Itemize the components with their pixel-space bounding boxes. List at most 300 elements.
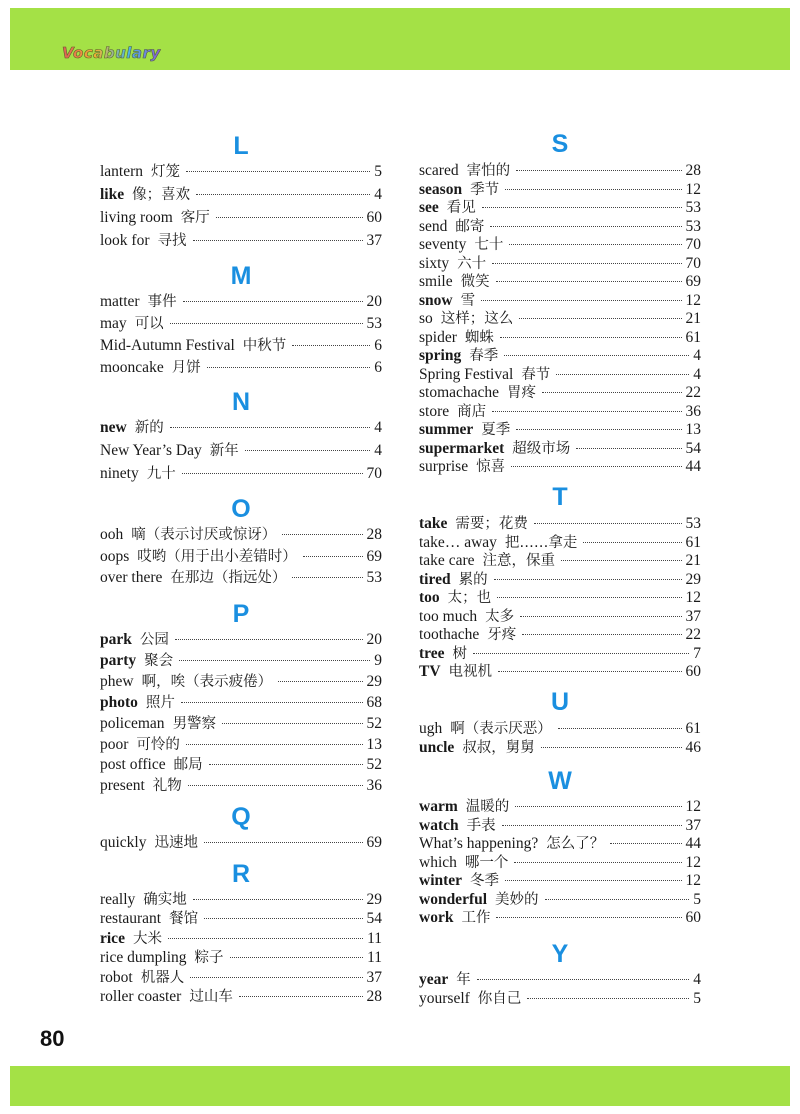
entry-meaning: 怎么了？ <box>546 836 605 852</box>
entry-word: really <box>100 891 136 908</box>
glossary-entry <box>100 547 382 566</box>
entry-meaning: 累的 <box>458 571 488 588</box>
glossary-entry <box>100 336 382 355</box>
glossary-entry <box>100 714 382 733</box>
entry-page-number: 4 <box>374 419 382 436</box>
entry-word: wonderful <box>419 890 488 908</box>
entry-word: New Year’s Day <box>100 442 202 459</box>
glossary-entry <box>100 755 382 774</box>
entry-meaning: 夏季 <box>481 422 511 438</box>
entry-word: watch <box>419 816 459 834</box>
entry-word: rice dumpling <box>100 949 187 967</box>
entry-word: too <box>419 589 440 606</box>
entry-word: take care <box>419 552 475 569</box>
entry-page-number: 70 <box>366 465 382 482</box>
entry-word: send <box>419 217 448 235</box>
glossary-entry <box>419 551 701 570</box>
dotted-leader <box>494 579 682 580</box>
entry-meaning: 雪 <box>460 292 476 309</box>
dotted-leader <box>556 374 689 375</box>
entry-word: park <box>100 631 132 648</box>
entry-page-number: 69 <box>685 273 701 290</box>
entry-page-number: 61 <box>685 720 701 737</box>
entry-page-number: 4 <box>374 442 382 459</box>
entry-meaning: 男警察 <box>172 715 217 732</box>
entry-page-number: 60 <box>366 209 382 226</box>
entry-page-number: 60 <box>685 663 701 680</box>
entry-meaning: 看见 <box>446 200 476 216</box>
vocabulary-logo: Vocabulary <box>62 44 161 62</box>
entry-meaning: 中秋节 <box>242 338 287 354</box>
glossary-entry <box>419 457 701 476</box>
glossary-entry <box>100 568 382 587</box>
section-letter-o: O <box>231 495 251 523</box>
glossary-entry <box>100 890 382 909</box>
entry-word: season <box>419 180 463 198</box>
entry-meaning: 工作 <box>461 910 491 926</box>
glossary-entry <box>419 235 701 254</box>
dotted-leader <box>505 189 681 190</box>
entry-page-number: 29 <box>366 891 382 908</box>
entry-word: spider <box>419 328 457 346</box>
entry-word: present <box>100 777 145 795</box>
dotted-leader <box>190 977 362 978</box>
entry-meaning: 注意，保重 <box>482 553 555 569</box>
dotted-leader <box>282 534 362 535</box>
glossary-entry <box>419 328 701 347</box>
dotted-leader <box>522 634 681 635</box>
entry-word: party <box>100 651 137 669</box>
glossary-entry <box>419 570 701 589</box>
entry-word: sixty <box>419 254 450 272</box>
glossary-entry <box>100 630 382 649</box>
entry-meaning: 像；喜欢 <box>132 187 191 203</box>
section-letter-u: U <box>550 688 570 716</box>
glossary-entry <box>419 420 701 439</box>
entry-word: post office <box>100 756 166 774</box>
dotted-leader <box>504 355 689 356</box>
entry-meaning: 太；也 <box>447 590 492 606</box>
entry-page-number: 6 <box>374 337 382 354</box>
dotted-leader <box>545 899 690 900</box>
entry-word: uncle <box>419 738 455 756</box>
glossary-entry <box>419 346 701 365</box>
glossary-entry <box>100 231 382 250</box>
dotted-leader <box>576 448 681 449</box>
dotted-leader <box>502 825 682 826</box>
entry-word: year <box>419 971 449 988</box>
dotted-leader <box>292 345 370 346</box>
entry-meaning: 哎哟（用于出小差错时） <box>137 548 297 565</box>
entry-page-number: 70 <box>685 254 701 272</box>
entry-page-number: 12 <box>685 180 701 198</box>
glossary-entry <box>100 314 382 333</box>
glossary-entry <box>419 719 701 738</box>
glossary-entry <box>419 217 701 236</box>
glossary-entry <box>419 816 701 835</box>
entry-word: mooncake <box>100 359 164 376</box>
entry-page-number: 46 <box>685 738 701 756</box>
dotted-leader <box>186 171 370 172</box>
glossary-entry <box>419 890 701 909</box>
entry-page-number: 22 <box>685 384 701 401</box>
entry-page-number: 69 <box>366 834 382 851</box>
entry-meaning: 季节 <box>470 181 500 198</box>
section-letter-r: R <box>231 860 251 888</box>
dotted-leader <box>473 653 689 654</box>
entry-page-number: 7 <box>693 644 701 662</box>
entry-meaning: 九十 <box>146 466 176 482</box>
dotted-leader <box>527 998 689 999</box>
glossary-entry <box>100 418 382 437</box>
entry-meaning: 客厅 <box>180 210 210 226</box>
entry-page-number: 12 <box>685 291 701 309</box>
glossary-entry <box>100 651 382 670</box>
section-letter-m: M <box>230 262 252 290</box>
dotted-leader <box>492 411 681 412</box>
dotted-leader <box>542 392 681 393</box>
entry-page-number: 54 <box>366 910 382 928</box>
glossary-entry <box>100 672 382 691</box>
glossary-entry <box>100 162 382 181</box>
dotted-leader <box>496 281 682 282</box>
entry-word: tired <box>419 570 451 588</box>
entry-meaning: 嘀（表示讨厌或惊讶） <box>131 527 277 543</box>
entry-meaning: 照片 <box>145 694 175 711</box>
entry-meaning: 邮局 <box>173 757 203 774</box>
entry-page-number: 29 <box>366 672 382 690</box>
dotted-leader <box>209 764 363 765</box>
entry-word: ugh <box>419 720 443 737</box>
entry-page-number: 53 <box>685 515 701 532</box>
entry-word: which <box>419 853 457 871</box>
entry-word: winter <box>419 872 463 889</box>
entry-page-number: 61 <box>685 533 701 551</box>
glossary-entry <box>100 929 382 948</box>
entry-word: too much <box>419 607 478 625</box>
entry-page-number: 4 <box>374 186 382 203</box>
glossary-entry <box>419 180 701 199</box>
entry-word: seventy <box>419 236 467 253</box>
entry-meaning: 超级市场 <box>512 440 571 457</box>
entry-meaning: 你自己 <box>477 990 522 1007</box>
dotted-leader <box>492 263 681 264</box>
entry-word: Spring Festival <box>419 365 514 383</box>
entry-page-number: 4 <box>693 971 701 988</box>
footer-band <box>10 1066 790 1106</box>
glossary-entry <box>419 644 701 663</box>
dotted-leader <box>303 556 363 557</box>
entry-word: take… away <box>419 533 497 551</box>
entry-page-number: 5 <box>693 890 701 908</box>
entry-meaning: 温暖的 <box>465 799 510 815</box>
glossary-entry <box>419 439 701 458</box>
entry-word: scared <box>419 162 459 179</box>
entry-meaning: 确实地 <box>143 892 187 908</box>
entry-meaning: 在那边（指远处） <box>170 570 287 586</box>
glossary-entry <box>419 161 701 180</box>
entry-page-number: 9 <box>374 651 382 669</box>
entry-meaning: 六十 <box>457 255 487 272</box>
entry-page-number: 12 <box>685 872 701 889</box>
glossary-entry <box>100 948 382 967</box>
entry-word: poor <box>100 735 129 753</box>
glossary-entry <box>419 514 701 533</box>
entry-page-number: 37 <box>685 816 701 834</box>
entry-word: look for <box>100 232 150 249</box>
glossary-entry <box>100 735 382 754</box>
entry-page-number: 44 <box>685 458 701 475</box>
entry-page-number: 22 <box>685 626 701 643</box>
entry-word: rice <box>100 929 125 947</box>
entry-page-number: 36 <box>685 402 701 420</box>
dotted-leader <box>482 207 682 208</box>
entry-meaning: 聚会 <box>144 652 174 669</box>
entry-page-number: 52 <box>366 756 382 774</box>
entry-page-number: 4 <box>693 347 701 364</box>
entry-meaning: 七十 <box>474 237 504 253</box>
entry-meaning: 美妙的 <box>495 891 539 908</box>
entry-meaning: 可怜的 <box>136 736 180 753</box>
entry-page-number: 53 <box>366 569 382 586</box>
entry-meaning: 礼物 <box>152 778 182 795</box>
entry-word: robot <box>100 968 133 986</box>
section-letter-p: P <box>232 600 250 628</box>
entry-page-number: 60 <box>685 909 701 926</box>
glossary-entry <box>419 402 701 421</box>
entry-word: ninety <box>100 465 139 482</box>
glossary-entry <box>419 533 701 552</box>
glossary-entry <box>100 987 382 1006</box>
entry-word: warm <box>419 798 458 815</box>
entry-page-number: 29 <box>685 570 701 588</box>
entry-word: roller coaster <box>100 988 182 1005</box>
entry-page-number: 12 <box>685 589 701 606</box>
entry-word: tree <box>419 644 445 662</box>
entry-meaning: 事件 <box>147 294 177 310</box>
entry-word: matter <box>100 293 140 310</box>
entry-page-number: 13 <box>366 735 382 753</box>
entry-word: take <box>419 515 448 532</box>
entry-meaning: 牙疼 <box>487 627 517 643</box>
glossary-entry <box>100 292 382 311</box>
entry-word: living room <box>100 209 173 226</box>
glossary-entry <box>100 693 382 712</box>
entry-word: TV <box>419 663 441 680</box>
entry-word: spring <box>419 347 462 364</box>
dotted-leader <box>170 323 363 324</box>
entry-meaning: 害怕的 <box>466 163 511 179</box>
dotted-leader <box>222 723 362 724</box>
entry-page-number: 61 <box>685 328 701 346</box>
glossary-entry <box>419 871 701 890</box>
entry-meaning: 手表 <box>466 817 496 834</box>
dotted-leader <box>561 560 682 561</box>
entry-meaning: 太多 <box>485 608 515 625</box>
entry-meaning: 灯笼 <box>151 164 181 180</box>
dotted-leader <box>558 728 682 729</box>
entry-page-number: 28 <box>366 526 382 543</box>
entry-meaning: 寻找 <box>157 233 187 249</box>
glossary-entry <box>419 908 701 927</box>
dotted-leader <box>481 300 681 301</box>
glossary-entry <box>419 607 701 626</box>
entry-meaning: 把……拿走 <box>504 534 578 551</box>
entry-page-number: 21 <box>685 552 701 569</box>
entry-meaning: 哪一个 <box>464 854 509 871</box>
section-letter-w: W <box>548 767 572 795</box>
entry-meaning: 商店 <box>457 403 487 420</box>
glossary-entry <box>419 365 701 384</box>
dotted-leader <box>168 938 363 939</box>
entry-page-number: 5 <box>693 989 701 1007</box>
section-letter-s: S <box>551 130 569 158</box>
dotted-leader <box>170 427 371 428</box>
glossary-entry <box>100 833 382 852</box>
dotted-leader <box>204 918 362 919</box>
glossary-entry <box>100 968 382 987</box>
dotted-leader <box>516 170 681 171</box>
entry-word: phew <box>100 672 134 690</box>
glossary-entry <box>100 464 382 483</box>
glossary-entry <box>419 853 701 872</box>
dotted-leader <box>239 996 363 997</box>
entry-page-number: 12 <box>685 853 701 871</box>
glossary-entry <box>419 662 701 681</box>
dotted-leader <box>514 862 681 863</box>
entry-meaning: 春季 <box>469 348 499 364</box>
glossary-entry <box>100 441 382 460</box>
entry-page-number: 52 <box>366 714 382 732</box>
dotted-leader <box>516 429 681 430</box>
entry-meaning: 电视机 <box>448 664 493 680</box>
dotted-leader <box>193 240 363 241</box>
dotted-leader <box>245 450 371 451</box>
page-number: 80 <box>40 1026 65 1051</box>
entry-meaning: 冬季 <box>470 873 500 889</box>
entry-word: stomachache <box>419 384 500 401</box>
entry-meaning: 叔叔，舅舅 <box>462 739 535 756</box>
entry-word: store <box>419 402 450 420</box>
entry-word: may <box>100 315 127 332</box>
glossary-entry <box>419 970 701 989</box>
dotted-leader <box>278 681 362 682</box>
dotted-leader <box>204 842 363 843</box>
entry-word: summer <box>419 421 474 438</box>
entry-word: work <box>419 909 454 926</box>
entry-meaning: 公园 <box>139 632 169 648</box>
section-letter-y: Y <box>551 940 569 968</box>
glossary-entry <box>100 776 382 795</box>
entry-meaning: 新年 <box>209 443 239 459</box>
entry-meaning: 迅速地 <box>154 835 198 851</box>
glossary-entry <box>419 834 701 853</box>
entry-page-number: 20 <box>366 631 382 648</box>
entry-word: toothache <box>419 626 480 643</box>
dotted-leader <box>207 367 371 368</box>
section-letter-n: N <box>231 388 251 416</box>
entry-page-number: 54 <box>685 439 701 457</box>
entry-meaning: 年 <box>456 972 471 988</box>
entry-page-number: 68 <box>366 693 382 711</box>
dotted-leader <box>497 597 681 598</box>
glossary-entry <box>419 989 701 1008</box>
entry-page-number: 28 <box>685 162 701 179</box>
entry-page-number: 5 <box>374 163 382 180</box>
dotted-leader <box>509 244 681 245</box>
entry-page-number: 21 <box>685 310 701 327</box>
section-letter-l: L <box>233 132 249 160</box>
glossary-entry <box>100 208 382 227</box>
dotted-leader <box>188 785 363 786</box>
dotted-leader <box>179 660 370 661</box>
entry-meaning: 月饼 <box>171 360 201 376</box>
entry-word: snow <box>419 291 453 309</box>
glossary-entry <box>419 272 701 291</box>
section-letter-q: Q <box>231 803 251 831</box>
entry-page-number: 36 <box>366 777 382 795</box>
dotted-leader <box>181 702 363 703</box>
glossary-entry <box>419 797 701 816</box>
entry-meaning: 餐馆 <box>169 911 199 928</box>
entry-page-number: 13 <box>685 421 701 438</box>
dotted-leader <box>186 744 363 745</box>
entry-word: oops <box>100 547 130 565</box>
entry-meaning: 这样；这么 <box>440 311 514 327</box>
dotted-leader <box>477 979 689 980</box>
entry-page-number: 53 <box>685 199 701 216</box>
dotted-leader <box>175 639 363 640</box>
entry-meaning: 胃疼 <box>507 385 537 401</box>
entry-meaning: 新的 <box>134 420 164 436</box>
entry-meaning: 邮寄 <box>455 218 485 235</box>
entry-word: see <box>419 199 439 216</box>
entry-word: restaurant <box>100 910 162 928</box>
entry-meaning: 啊（表示厌恶） <box>450 721 552 737</box>
entry-word: yourself <box>419 989 470 1007</box>
entry-word: ooh <box>100 526 124 543</box>
entry-page-number: 37 <box>366 232 382 249</box>
entry-word: What’s happening? <box>419 835 539 852</box>
dotted-leader <box>520 616 681 617</box>
dotted-leader <box>500 337 682 338</box>
entry-page-number: 44 <box>685 835 701 852</box>
dotted-leader <box>193 899 363 900</box>
entry-word: quickly <box>100 834 147 851</box>
entry-page-number: 53 <box>366 315 382 332</box>
entry-page-number: 53 <box>685 217 701 235</box>
entry-meaning: 惊喜 <box>476 459 506 475</box>
entry-page-number: 28 <box>366 988 382 1005</box>
entry-word: policeman <box>100 714 165 732</box>
entry-meaning: 春节 <box>521 366 551 383</box>
dotted-leader <box>196 194 370 195</box>
entry-page-number: 69 <box>366 547 382 565</box>
entry-word: so <box>419 310 433 327</box>
glossary-entry <box>419 309 701 328</box>
dotted-leader <box>216 217 363 218</box>
dotted-leader <box>610 843 681 844</box>
dotted-leader <box>583 542 681 543</box>
entry-word: smile <box>419 273 453 290</box>
entry-meaning: 大米 <box>132 930 162 947</box>
entry-page-number: 70 <box>685 236 701 253</box>
entry-page-number: 37 <box>685 607 701 625</box>
entry-page-number: 12 <box>685 798 701 815</box>
entry-page-number: 37 <box>366 968 382 986</box>
glossary-entry <box>419 254 701 273</box>
entry-word: photo <box>100 693 138 711</box>
